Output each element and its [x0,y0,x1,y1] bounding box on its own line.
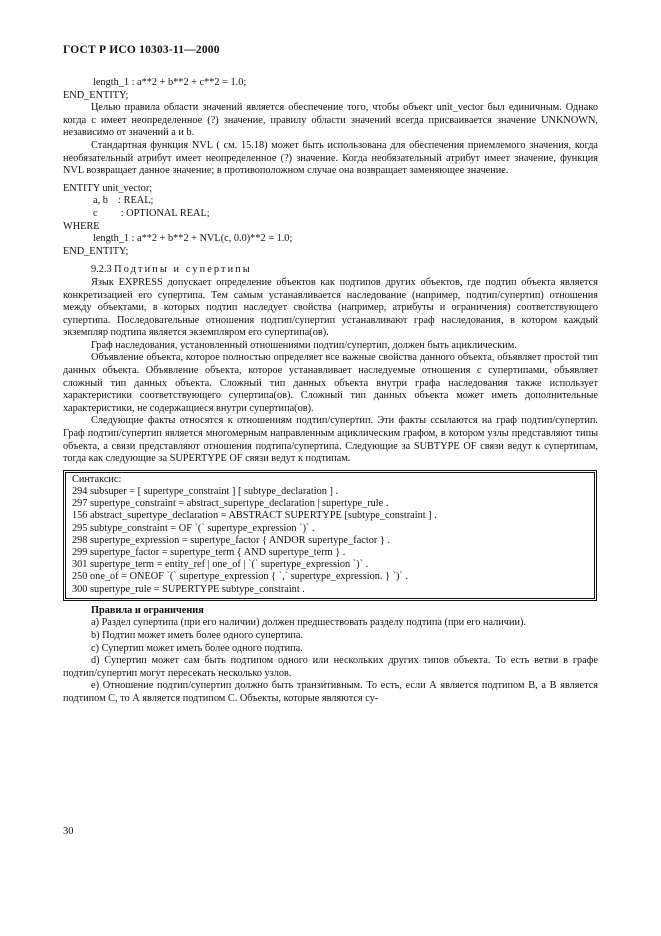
page-content [63,77,598,706]
page-number: 30 [63,826,74,837]
code-line: length_1 : a**2 + b**2 + c**2 = 1.0; [93,77,247,88]
section-paragraph-3: Объявление объекта, которое полностью определяет все важные свойства данного объекта, объявляет простой тип данных объекта. Объявление объекта, которое устанавливает наследуемые отношения с супертипами, объявляет сложный тип данных объекта. Сложный тип данных объекта внутри графа наследования также использует характеристики соответствующего супертипа(ов). Сложный тип данных объекта может иметь дополнительные характеристики, не содержащиеся внутри супертипа(ов). [63,352,598,414]
section-paragraph-2: Граф наследования, установленный отношениями подтип/супертип, должен быть ациклическим. [91,339,517,351]
syntax-line: 295 subtype_constraint = OF `(` supertype_expression `)` . [72,522,315,534]
attribute-line-ab: a, b : REAL; [93,195,154,207]
rule-item-a: а) Раздел супертипа (при его наличии) должен предшествовать разделу подтипа (при его наличии). [91,617,526,629]
entity-line: ENTITY unit_vector; [63,182,153,194]
paragraph-nvl: Стандартная функция NVL ( см. 15.18) может быть использована для обеспечения приемлемого значения, когда необязательный атрибут имеет неопределенное (?) значение. Когда необязательный атрибут имеет значение, функция NVL возвращает данное значение; в противоположном случае она возвращает заменяющее значение. [63,139,598,177]
syntax-line: 301 supertype_term = entity_ref | one_of | `(` supertype_expression `)` . [72,559,369,571]
where-line: WHERE [63,220,100,232]
code-block-1 [63,77,598,102]
code-block-2 [63,183,598,259]
section-paragraph-1: Язык EXPRESS допускает определение объектов как подтипов других объектов, где подтип объекта является конкретизацией его супертипа. Тем самым устанавливается наследование (например, подтип/супертип) отношения между объектами, в которых подтип наследует свойства (например, атрибуты и ограничения) соответствующего супертипа. Последовательные отношения подтип/супертип устанавливают граф наследования, в котором каждый экземпляр подтипа является экземпляром его супертипа(ов). [63,276,598,339]
section-paragraph-4: Следующие факты относятся к отношениям подтип/супертип. Эти факты ссылаются на граф подтип/супертип. Граф подтип/супертип является многомерным направленным ациклическим графом, в котором узлы представляют типы объекта, а связи представляют отношения подтипа/супертипа. Следующие за SUBTYPE OF связи ведут к супертипам, тогда как следующие за SUPERTYPE OF связи ведут к подтипам. [63,415,598,465]
syntax-box [65,472,595,599]
end-entity-line: END_ENTITY; [63,89,129,101]
document-header: ГОСТ Р ИСО 10303-11—2000 [63,44,220,56]
syntax-line: 299 supertype_factor = supertype_term { AND supertype_term } . [72,547,346,559]
attribute-line-c: c : OPTIONAL REAL; [93,207,210,219]
end-entity-line: END_ENTITY; [63,245,129,257]
syntax-label: Синтаксис: [72,473,122,485]
syntax-line: 294 subsuper = [ supertype_constraint ] [ subtype_declaration ] . [72,486,339,498]
rules-heading: Правила и ограничения [91,604,204,616]
paragraph-domain-rule: Целью правила области значений является обеспечение того, чтобы объект unit_vector был единичным. Однако когда с имеет неопределенное (?) значение, правилу области значений всегда присваивается значение UNKNOWN, независимо от значений a и b. [63,102,598,139]
syntax-line: 297 supertype_constraint = abstract_supertype_declaration | supertype_rule . [72,498,389,510]
rule-item-e: e) Отношение подтип/супертип должно быть транзитивным. То есть, если А является подтипом В, а В является подтипом С, то А является подтипом С. Объекты, которые являются су- [63,680,598,704]
syntax-line: 298 supertype_expression = supertype_factor { ANDOR supertype_factor } . [72,534,390,546]
rule-line: length_1 : a**2 + b**2 + NVL(c, 0.0)**2 = 1.0; [93,233,293,245]
section-title: Подтипы и супертипы [114,264,252,276]
section-number: 9.2.3 [91,264,112,276]
syntax-line: 250 one_of = ONEOF `(` supertype_expression { `,` supertype_expression. } `)` . [72,571,408,583]
section-heading [63,264,598,277]
rule-item-c: c) Супертип может иметь более одного подтипа. [91,642,303,654]
rule-item-d: d) Супертип может сам быть подтипом одного или нескольких других типов объекта. То есть ветви в графе подтип/супертип могут пересекать несколько узлов. [63,655,598,679]
syntax-line: 300 supertype_rule = SUPERTYPE subtype_constraint . [72,583,305,595]
syntax-line: 156 abstract_supertype_declaration = ABSTRACT SUPERTYPE [subtype_constraint ] . [72,510,437,522]
rule-item-b: b) Подтип может иметь более одного супертипа. [91,630,304,642]
